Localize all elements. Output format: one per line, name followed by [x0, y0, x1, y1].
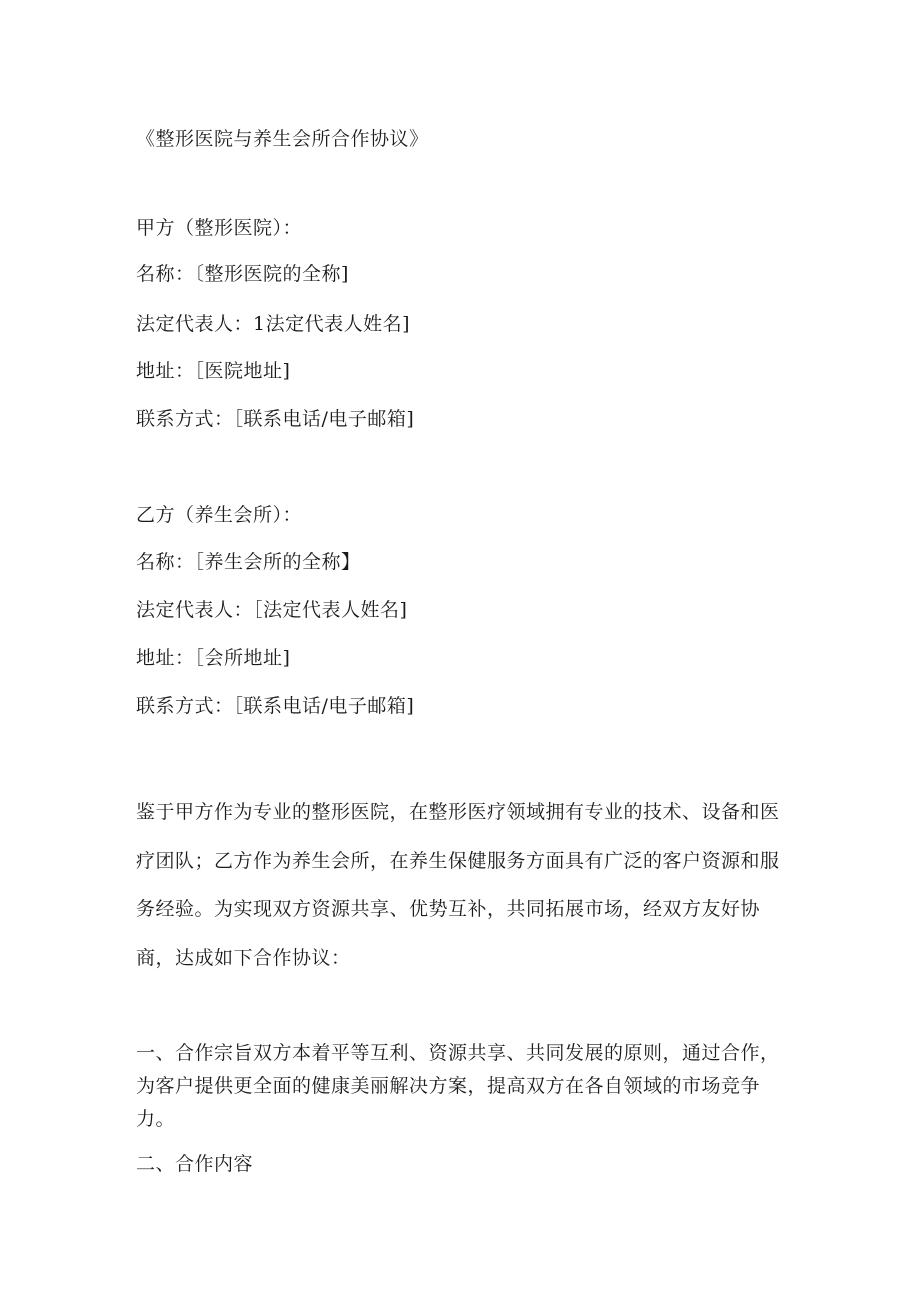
party-a-address: 地址：［医院地址]	[136, 360, 291, 382]
party-b-name: 名称：［养生会所的全称】	[136, 551, 361, 573]
party-b-address: 地址：［会所地址]	[136, 647, 291, 669]
party-a-representative: 法定代表人：1法定代表人姓名]	[136, 313, 411, 335]
document-title: 《整形医院与养生会所合作协议》	[136, 128, 429, 150]
section-2-heading: 二、合作内容	[136, 1153, 254, 1175]
party-b-heading: 乙方（养生会所）：	[136, 504, 303, 526]
party-b-contact: 联系方式：［联系电话/电子邮箱]	[136, 695, 415, 717]
intro-paragraph: 鉴于甲方作为专业的整形医院，在整形医疗领域拥有专业的技术、设备和医疗团队；乙方作为养生会所，在养生保健服务方面具有广泛的客户资源和服务经验。为实现双方资源共享、优势互补，共同拓展市场，经双方友好协商，达成如下合作协议：	[136, 801, 780, 969]
party-a-contact: 联系方式：［联系电话/电子邮箱]	[136, 408, 415, 430]
party-b-representative: 法定代表人：［法定代表人姓名]	[136, 599, 408, 621]
party-a-name: 名称：〔整形医院的全称]	[136, 263, 349, 285]
section-1-paragraph: 一、合作宗旨双方本着平等互利、资源共享、共同发展的原则，通过合作，为客户提供更全面的健康美丽解决方案，提高双方在各自领域的市场竞争力。	[136, 1042, 780, 1130]
party-a-heading: 甲方（整形医院）：	[136, 217, 303, 239]
